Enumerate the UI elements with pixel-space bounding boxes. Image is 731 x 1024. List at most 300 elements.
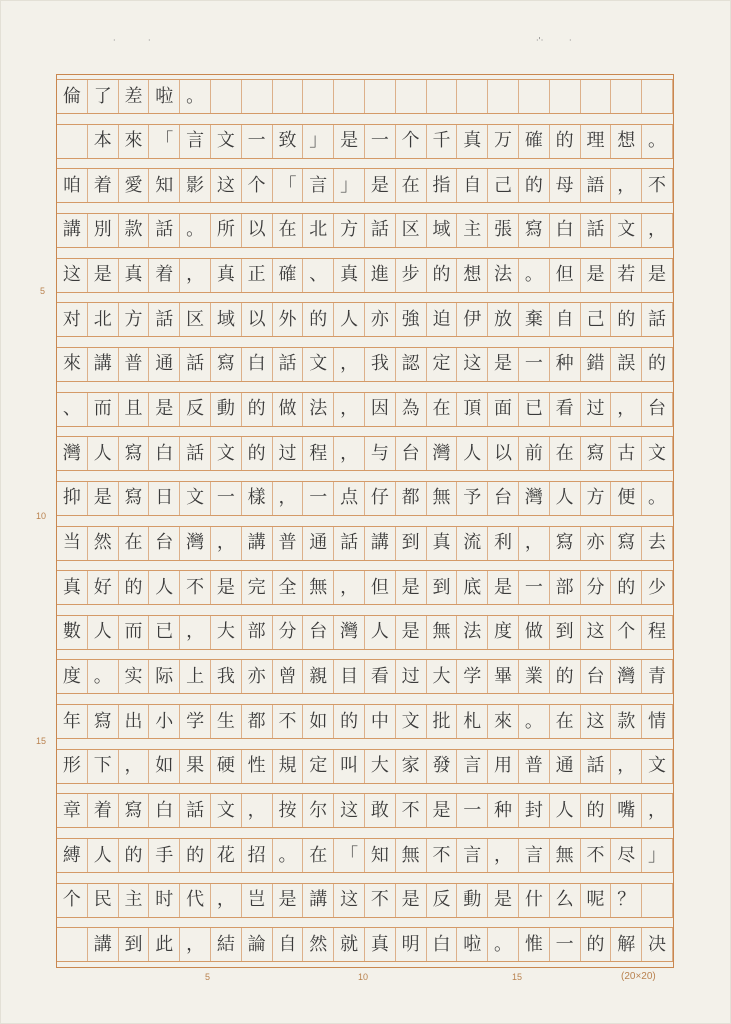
manuscript-cell: 致 bbox=[273, 125, 304, 158]
manuscript-cell: 迫 bbox=[427, 303, 458, 336]
manuscript-cell bbox=[550, 80, 581, 113]
manuscript-cell: 主 bbox=[119, 884, 150, 917]
manuscript-cell: 这 bbox=[334, 794, 365, 827]
manuscript-row bbox=[57, 704, 673, 739]
manuscript-cell: 台 bbox=[488, 482, 519, 515]
manuscript-cell: 結 bbox=[211, 928, 242, 961]
manuscript-cell: 講 bbox=[88, 348, 119, 381]
manuscript-cell: 無 bbox=[396, 839, 427, 872]
manuscript-row bbox=[57, 749, 673, 784]
manuscript-cell: 是 bbox=[334, 125, 365, 158]
manuscript-cell: 我 bbox=[211, 660, 242, 693]
manuscript-cell: 若 bbox=[611, 259, 642, 292]
manuscript-cell: ， bbox=[180, 928, 211, 961]
manuscript-cell: 在 bbox=[396, 169, 427, 202]
manuscript-cell: 話 bbox=[180, 348, 211, 381]
manuscript-cell: 誤 bbox=[611, 348, 642, 381]
manuscript-cell: 真 bbox=[211, 259, 242, 292]
manuscript-cell: 講 bbox=[57, 214, 88, 247]
manuscript-cell: 自 bbox=[550, 303, 581, 336]
manuscript-cell: 部 bbox=[550, 571, 581, 604]
manuscript-cell: 小 bbox=[149, 705, 180, 738]
manuscript-cell: 我 bbox=[365, 348, 396, 381]
manuscript-cell: 畢 bbox=[488, 660, 519, 693]
manuscript-cell: 是 bbox=[396, 571, 427, 604]
manuscript-cell: 一 bbox=[211, 482, 242, 515]
manuscript-cell: 寫 bbox=[119, 482, 150, 515]
manuscript-cell: ， bbox=[611, 750, 642, 783]
manuscript-cell: 万 bbox=[488, 125, 519, 158]
manuscript-cell: 寫 bbox=[550, 527, 581, 560]
manuscript-cell: 但 bbox=[365, 571, 396, 604]
manuscript-row bbox=[57, 347, 673, 382]
manuscript-cell: 过 bbox=[396, 660, 427, 693]
manuscript-cell: 做 bbox=[273, 393, 304, 426]
manuscript-cell: 个 bbox=[57, 884, 88, 917]
manuscript-cell: 人 bbox=[88, 437, 119, 470]
manuscript-cell: 人 bbox=[149, 571, 180, 604]
manuscript-cell: 不 bbox=[273, 705, 304, 738]
manuscript-cell: 定 bbox=[303, 750, 334, 783]
manuscript-cell: 的 bbox=[519, 169, 550, 202]
manuscript-cell: 倫 bbox=[57, 80, 88, 113]
manuscript-cell: 業 bbox=[519, 660, 550, 693]
manuscript-cell: 但 bbox=[550, 259, 581, 292]
manuscript-cell: 对 bbox=[57, 303, 88, 336]
manuscript-cell: 章 bbox=[57, 794, 88, 827]
manuscript-cell bbox=[642, 884, 673, 917]
manuscript-cell: 自 bbox=[457, 169, 488, 202]
manuscript-cell: 亦 bbox=[581, 527, 612, 560]
manuscript-cell: 。 bbox=[519, 259, 550, 292]
manuscript-cell: 的 bbox=[242, 393, 273, 426]
manuscript-cell: 真 bbox=[57, 571, 88, 604]
manuscript-cell: 中 bbox=[365, 705, 396, 738]
manuscript-cell: 仔 bbox=[365, 482, 396, 515]
manuscript-cell: 什 bbox=[519, 884, 550, 917]
manuscript-cell: 」 bbox=[334, 169, 365, 202]
manuscript-cell: 的 bbox=[303, 303, 334, 336]
manuscript-cell: 这 bbox=[581, 616, 612, 649]
manuscript-row bbox=[57, 213, 673, 248]
manuscript-cell: 当 bbox=[57, 527, 88, 560]
manuscript-cell: 是 bbox=[273, 884, 304, 917]
manuscript-cell: 動 bbox=[457, 884, 488, 917]
manuscript-cell: 是 bbox=[488, 884, 519, 917]
manuscript-cell: 以 bbox=[242, 303, 273, 336]
manuscript-cell: ？ bbox=[611, 884, 642, 917]
manuscript-cell: 。 bbox=[180, 80, 211, 113]
manuscript-cell: 語 bbox=[581, 169, 612, 202]
column-number-5: 5 bbox=[205, 972, 211, 982]
manuscript-cell: 是 bbox=[427, 794, 458, 827]
manuscript-cell: 亦 bbox=[242, 660, 273, 693]
manuscript-row bbox=[57, 927, 673, 962]
manuscript-cell: 着 bbox=[88, 794, 119, 827]
manuscript-cell: 灣 bbox=[334, 616, 365, 649]
manuscript-cell: 白 bbox=[550, 214, 581, 247]
manuscript-cell: 數 bbox=[57, 616, 88, 649]
manuscript-cell: 方 bbox=[119, 303, 150, 336]
manuscript-cell: 部 bbox=[242, 616, 273, 649]
manuscript-cell: 了 bbox=[88, 80, 119, 113]
manuscript-cell: 尔 bbox=[303, 794, 334, 827]
manuscript-cell: 到 bbox=[550, 616, 581, 649]
manuscript-cell: 是 bbox=[488, 348, 519, 381]
manuscript-cell: 知 bbox=[365, 839, 396, 872]
manuscript-cell: 看 bbox=[365, 660, 396, 693]
manuscript-cell: 情 bbox=[642, 705, 673, 738]
manuscript-row bbox=[57, 615, 673, 650]
manuscript-cell: 寫 bbox=[119, 794, 150, 827]
manuscript-cell: 言 bbox=[457, 839, 488, 872]
manuscript-cell: 不 bbox=[642, 169, 673, 202]
manuscript-cell: 度 bbox=[57, 660, 88, 693]
manuscript-cell: 己 bbox=[581, 303, 612, 336]
manuscript-cell: 的 bbox=[642, 348, 673, 381]
manuscript-cell: 自 bbox=[273, 928, 304, 961]
manuscript-cell: 指 bbox=[427, 169, 458, 202]
manuscript-cell: 真 bbox=[427, 527, 458, 560]
manuscript-cell: 到 bbox=[119, 928, 150, 961]
manuscript-cell: 这 bbox=[334, 884, 365, 917]
manuscript-cell: 正 bbox=[242, 259, 273, 292]
manuscript-cell: 外 bbox=[273, 303, 304, 336]
manuscript-cell bbox=[273, 80, 304, 113]
manuscript-cell: 真 bbox=[334, 259, 365, 292]
manuscript-cell: 下 bbox=[88, 750, 119, 783]
paper-speck: · bbox=[569, 36, 572, 45]
manuscript-cell: 寫 bbox=[581, 437, 612, 470]
manuscript-cell: 是 bbox=[396, 616, 427, 649]
manuscript-cell: 程 bbox=[303, 437, 334, 470]
manuscript-cell: 前 bbox=[519, 437, 550, 470]
manuscript-cell: 寫 bbox=[88, 705, 119, 738]
manuscript-cell: 域 bbox=[427, 214, 458, 247]
manuscript-cell: 錯 bbox=[581, 348, 612, 381]
manuscript-cell: 普 bbox=[273, 527, 304, 560]
manuscript-cell: 講 bbox=[303, 884, 334, 917]
manuscript-cell: 、 bbox=[303, 259, 334, 292]
manuscript-row bbox=[57, 168, 673, 203]
manuscript-cell: 过 bbox=[273, 437, 304, 470]
manuscript-cell: 呢 bbox=[581, 884, 612, 917]
manuscript-cell: 為 bbox=[396, 393, 427, 426]
manuscript-cell: 学 bbox=[457, 660, 488, 693]
manuscript-cell: 來 bbox=[488, 705, 519, 738]
manuscript-cell: 台 bbox=[581, 660, 612, 693]
manuscript-cell: 母 bbox=[550, 169, 581, 202]
manuscript-cell: 大 bbox=[427, 660, 458, 693]
manuscript-cell: 咱 bbox=[57, 169, 88, 202]
row-number-5: 5 bbox=[40, 286, 46, 296]
manuscript-cell: 是 bbox=[581, 259, 612, 292]
manuscript-cell: 講 bbox=[242, 527, 273, 560]
manuscript-cell: 以 bbox=[242, 214, 273, 247]
manuscript-cell: 千 bbox=[427, 125, 458, 158]
manuscript-cell: 际 bbox=[149, 660, 180, 693]
manuscript-cell: 想 bbox=[611, 125, 642, 158]
manuscript-cell: 敢 bbox=[365, 794, 396, 827]
manuscript-cell: 言 bbox=[519, 839, 550, 872]
manuscript-cell: ， bbox=[334, 437, 365, 470]
manuscript-cell: 家 bbox=[396, 750, 427, 783]
manuscript-cell bbox=[211, 80, 242, 113]
manuscript-cell: 影 bbox=[180, 169, 211, 202]
manuscript-cell: 如 bbox=[303, 705, 334, 738]
manuscript-cell: 这 bbox=[211, 169, 242, 202]
manuscript-cell: 頂 bbox=[457, 393, 488, 426]
manuscript-cell: 用 bbox=[488, 750, 519, 783]
manuscript-cell: 流 bbox=[457, 527, 488, 560]
manuscript-cell: 無 bbox=[427, 616, 458, 649]
manuscript-cell: 解 bbox=[611, 928, 642, 961]
manuscript-cell: 講 bbox=[88, 928, 119, 961]
manuscript-cell: 文 bbox=[180, 482, 211, 515]
manuscript-cell: 日 bbox=[149, 482, 180, 515]
manuscript-cell: 話 bbox=[334, 527, 365, 560]
manuscript-cell bbox=[303, 80, 334, 113]
manuscript-cell: 人 bbox=[550, 794, 581, 827]
column-number-10: 10 bbox=[358, 972, 369, 982]
manuscript-row bbox=[57, 392, 673, 427]
manuscript-cell: 是 bbox=[211, 571, 242, 604]
manuscript-row bbox=[57, 124, 673, 159]
row-number-10: 10 bbox=[36, 511, 47, 521]
manuscript-row bbox=[57, 570, 673, 605]
manuscript-cell: 度 bbox=[488, 616, 519, 649]
manuscript-cell bbox=[427, 80, 458, 113]
manuscript-cell: 親 bbox=[303, 660, 334, 693]
manuscript-cell: 論 bbox=[242, 928, 273, 961]
manuscript-cell: 理 bbox=[581, 125, 612, 158]
manuscript-cell: 確 bbox=[273, 259, 304, 292]
manuscript-cell: 款 bbox=[611, 705, 642, 738]
manuscript-cell: 民 bbox=[88, 884, 119, 917]
manuscript-cell: 以 bbox=[488, 437, 519, 470]
manuscript-cell: 反 bbox=[180, 393, 211, 426]
manuscript-cell: 話 bbox=[365, 214, 396, 247]
manuscript-cell: 已 bbox=[519, 393, 550, 426]
manuscript-cell: 区 bbox=[180, 303, 211, 336]
manuscript-cell: 是 bbox=[88, 482, 119, 515]
manuscript-cell: 的 bbox=[581, 794, 612, 827]
manuscript-cell: 此 bbox=[149, 928, 180, 961]
manuscript-cell: 不 bbox=[427, 839, 458, 872]
manuscript-cell: 是 bbox=[396, 884, 427, 917]
manuscript-cell: 去 bbox=[642, 527, 673, 560]
manuscript-cell: 大 bbox=[211, 616, 242, 649]
manuscript-cell: 。 bbox=[88, 660, 119, 693]
manuscript-cell bbox=[334, 80, 365, 113]
manuscript-cell: 古 bbox=[611, 437, 642, 470]
manuscript-cell: 然 bbox=[303, 928, 334, 961]
manuscript-cell: 言 bbox=[457, 750, 488, 783]
manuscript-cell: 个 bbox=[396, 125, 427, 158]
manuscript-cell: 普 bbox=[519, 750, 550, 783]
manuscript-cell: 都 bbox=[242, 705, 273, 738]
manuscript-cell: 北 bbox=[88, 303, 119, 336]
manuscript-cell: 北 bbox=[303, 214, 334, 247]
manuscript-cell: 这 bbox=[581, 705, 612, 738]
manuscript-cell: 在 bbox=[550, 705, 581, 738]
manuscript-cell bbox=[519, 80, 550, 113]
manuscript-cell: 的 bbox=[550, 660, 581, 693]
manuscript-cell: 尽 bbox=[611, 839, 642, 872]
manuscript-cell: 「 bbox=[149, 125, 180, 158]
manuscript-cell bbox=[57, 928, 88, 961]
manuscript-cell: ， bbox=[180, 259, 211, 292]
manuscript-row bbox=[57, 302, 673, 337]
manuscript-cell: 种 bbox=[550, 348, 581, 381]
manuscript-cell: 是 bbox=[365, 169, 396, 202]
manuscript-cell: 且 bbox=[119, 393, 150, 426]
manuscript-cell: 進 bbox=[365, 259, 396, 292]
manuscript-cell: 寫 bbox=[119, 437, 150, 470]
manuscript-cell: 法 bbox=[303, 393, 334, 426]
manuscript-cell: 曾 bbox=[273, 660, 304, 693]
manuscript-row bbox=[57, 481, 673, 516]
manuscript-cell: 方 bbox=[334, 214, 365, 247]
paper-speck: · bbox=[148, 36, 151, 45]
manuscript-cell: 真 bbox=[365, 928, 396, 961]
manuscript-cell: 灣 bbox=[427, 437, 458, 470]
manuscript-cell: 通 bbox=[149, 348, 180, 381]
manuscript-cell: 这 bbox=[57, 259, 88, 292]
manuscript-cell bbox=[642, 80, 673, 113]
manuscript-cell: 招 bbox=[242, 839, 273, 872]
manuscript-cell: 看 bbox=[550, 393, 581, 426]
manuscript-cell: 話 bbox=[273, 348, 304, 381]
manuscript-cell: 話 bbox=[642, 303, 673, 336]
manuscript-cell: ， bbox=[334, 393, 365, 426]
manuscript-cell: ， bbox=[334, 348, 365, 381]
manuscript-cell: 与 bbox=[365, 437, 396, 470]
manuscript-cell: 別 bbox=[88, 214, 119, 247]
manuscript-cell: 確 bbox=[519, 125, 550, 158]
manuscript-cell: 規 bbox=[273, 750, 304, 783]
manuscript-cell: 果 bbox=[180, 750, 211, 783]
manuscript-cell: 文 bbox=[396, 705, 427, 738]
manuscript-cell: 文 bbox=[211, 794, 242, 827]
manuscript-row bbox=[57, 258, 673, 293]
manuscript-cell: 少 bbox=[642, 571, 673, 604]
manuscript-cell: 按 bbox=[273, 794, 304, 827]
manuscript-cell: 利 bbox=[488, 527, 519, 560]
manuscript-cell: 普 bbox=[119, 348, 150, 381]
manuscript-cell: 棄 bbox=[519, 303, 550, 336]
manuscript-cell: ， bbox=[180, 616, 211, 649]
manuscript-cell: 白 bbox=[149, 437, 180, 470]
manuscript-cell: 方 bbox=[581, 482, 612, 515]
manuscript-cell: 的 bbox=[611, 303, 642, 336]
manuscript-cell: 話 bbox=[581, 750, 612, 783]
manuscript-cell: 底 bbox=[457, 571, 488, 604]
manuscript-cell: 話 bbox=[149, 214, 180, 247]
manuscript-cell: 台 bbox=[303, 616, 334, 649]
manuscript-cell: 性 bbox=[242, 750, 273, 783]
manuscript-cell: 灣 bbox=[519, 482, 550, 515]
manuscript-cell: 、 bbox=[57, 393, 88, 426]
manuscript-cell: ， bbox=[211, 884, 242, 917]
manuscript-cell: 全 bbox=[273, 571, 304, 604]
manuscript-cell: 法 bbox=[488, 259, 519, 292]
manuscript-cell: 文 bbox=[611, 214, 642, 247]
manuscript-cell: 目 bbox=[334, 660, 365, 693]
manuscript-cell: 分 bbox=[581, 571, 612, 604]
manuscript-cell: 文 bbox=[642, 437, 673, 470]
manuscript-cell: ， bbox=[611, 169, 642, 202]
manuscript-cell: 已 bbox=[149, 616, 180, 649]
manuscript-cell: 是 bbox=[642, 259, 673, 292]
manuscript-row bbox=[57, 79, 673, 114]
manuscript-cell: 人 bbox=[457, 437, 488, 470]
manuscript-cell: 完 bbox=[242, 571, 273, 604]
manuscript-cell: 亦 bbox=[365, 303, 396, 336]
manuscript-cell: 台 bbox=[396, 437, 427, 470]
manuscript-cell: ， bbox=[211, 527, 242, 560]
manuscript-cell: 一 bbox=[242, 125, 273, 158]
manuscript-cell: 言 bbox=[303, 169, 334, 202]
manuscript-cell: 就 bbox=[334, 928, 365, 961]
manuscript-cell: 决 bbox=[642, 928, 673, 961]
manuscript-row bbox=[57, 436, 673, 471]
manuscript-cell: 着 bbox=[149, 259, 180, 292]
manuscript-cell: 这 bbox=[457, 348, 488, 381]
manuscript-cell: 放 bbox=[488, 303, 519, 336]
manuscript-cell: 無 bbox=[550, 839, 581, 872]
manuscript-cell: 花 bbox=[211, 839, 242, 872]
manuscript-row bbox=[57, 526, 673, 561]
manuscript-cell: 到 bbox=[396, 527, 427, 560]
manuscript-cell: 批 bbox=[427, 705, 458, 738]
paper-speck: · bbox=[113, 36, 116, 45]
manuscript-cell: 在 bbox=[303, 839, 334, 872]
manuscript-cell: 本 bbox=[88, 125, 119, 158]
manuscript-cell: 年 bbox=[57, 705, 88, 738]
manuscript-cell: 札 bbox=[457, 705, 488, 738]
manuscript-cell bbox=[365, 80, 396, 113]
manuscript-cell: 文 bbox=[211, 437, 242, 470]
manuscript-cell: 人 bbox=[88, 839, 119, 872]
paper-speck: ·'· bbox=[536, 36, 544, 45]
manuscript-cell: 真 bbox=[457, 125, 488, 158]
manuscript-cell: 学 bbox=[180, 705, 211, 738]
manuscript-cell: 是 bbox=[149, 393, 180, 426]
manuscript-cell: 寫 bbox=[611, 527, 642, 560]
column-number-15: 15 bbox=[512, 972, 523, 982]
manuscript-cell: ， bbox=[488, 839, 519, 872]
manuscript-cell: 都 bbox=[396, 482, 427, 515]
manuscript-cell: 無 bbox=[303, 571, 334, 604]
manuscript-cell: 如 bbox=[149, 750, 180, 783]
manuscript-cell: 寫 bbox=[211, 348, 242, 381]
manuscript-cell: 封 bbox=[519, 794, 550, 827]
manuscript-row bbox=[57, 883, 673, 918]
manuscript-cell: ， bbox=[642, 794, 673, 827]
manuscript-cell: 区 bbox=[396, 214, 427, 247]
manuscript-cell: 動 bbox=[211, 393, 242, 426]
manuscript-row bbox=[57, 838, 673, 873]
manuscript-cell: 。 bbox=[273, 839, 304, 872]
manuscript-cell: 話 bbox=[180, 794, 211, 827]
manuscript-cell: 一 bbox=[519, 571, 550, 604]
manuscript-cell: 的 bbox=[550, 125, 581, 158]
manuscript-cell: 而 bbox=[88, 393, 119, 426]
manuscript-cell: 白 bbox=[242, 348, 273, 381]
manuscript-cell: 便 bbox=[611, 482, 642, 515]
manuscript-cell: 所 bbox=[211, 214, 242, 247]
